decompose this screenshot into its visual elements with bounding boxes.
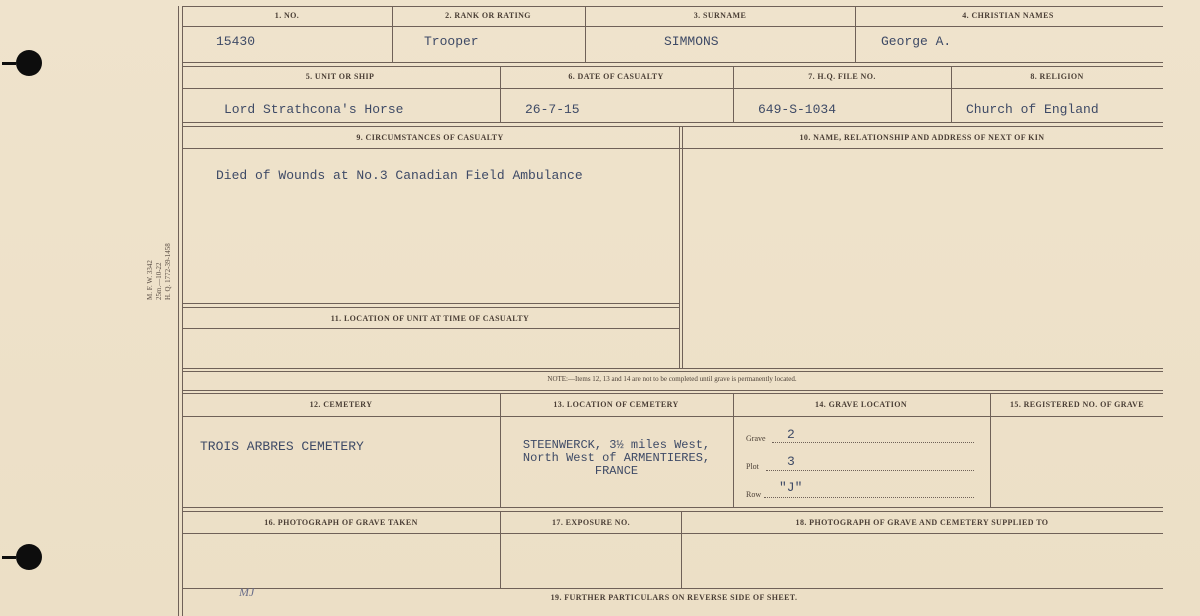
header-date: 6. DATE OF CASUALTY (568, 72, 664, 81)
rule (182, 26, 1163, 27)
rule (182, 393, 1163, 394)
rule (182, 511, 1163, 512)
rule (182, 126, 1163, 127)
rule (392, 6, 393, 62)
punch-hole-top-tab (2, 62, 16, 65)
header-exposure: 17. EXPOSURE NO. (552, 518, 630, 527)
rule (182, 416, 1163, 417)
christian-names-value: George A. (881, 34, 952, 49)
header-no: 1. NO. (274, 11, 300, 20)
rule (182, 122, 1163, 123)
form-code (146, 243, 173, 300)
header-surname: 3. SURNAME (693, 11, 747, 20)
rule (500, 511, 501, 588)
rule (733, 66, 734, 122)
plot-value: 3 (787, 454, 795, 469)
cemetery-location-line-1: STEENWERCK, 3½ miles West, (522, 438, 711, 452)
rule (585, 6, 586, 62)
cemetery-location-line-2: North West of ARMENTIERES, (522, 451, 711, 465)
header-christian-names: 4. CHRISTIAN NAMES (962, 11, 1054, 20)
rule (182, 307, 679, 308)
rule (681, 511, 682, 588)
header-grave-location: 14. GRAVE LOCATION (814, 400, 908, 409)
hq-file-value: 649-S-1034 (758, 102, 837, 117)
grave-label: Grave (746, 434, 766, 443)
punch-hole-bottom-tab (2, 556, 16, 559)
rule (182, 588, 1163, 589)
row-label: Row (746, 490, 762, 499)
clerk-initials: MJ (239, 585, 255, 599)
header-unit: 5. UNIT OR SHIP (305, 72, 375, 81)
header-hq-file: 7. H.Q. FILE NO. (808, 72, 876, 81)
further-particulars: 19. FURTHER PARTICULARS ON REVERSE SIDE OF SHEET. (550, 593, 798, 602)
header-circumstances: 9. CIRCUMSTANCES OF CASUALTY (356, 133, 504, 142)
rule (182, 533, 1163, 534)
plot-label: Plot (746, 462, 759, 471)
row-value: "J" (779, 480, 803, 495)
header-photo-supplied: 18. PHOTOGRAPH OF GRAVE AND CEMETERY SUPPLIED TO (795, 518, 1049, 527)
rule (990, 393, 991, 507)
circumstances-value: Died of Wounds at No.3 Canadian Field Ambulance (216, 168, 583, 183)
form-code-line-3: H. Q. 1772-39-1458 (164, 243, 172, 300)
rule (682, 126, 683, 368)
cemetery-location-line-3: FRANCE (594, 464, 639, 478)
rule (182, 62, 1163, 63)
rule (182, 148, 1163, 149)
grave-dotted-line (772, 442, 974, 443)
rule (182, 390, 1163, 391)
surname-value: SIMMONS (664, 34, 719, 49)
rule (182, 6, 1163, 7)
religion-value: Church of England (966, 102, 1099, 117)
rule (951, 66, 952, 122)
header-cemetery: 12. CEMETERY (309, 400, 373, 409)
cemetery-location-value (500, 439, 733, 478)
rule (182, 66, 1163, 67)
left-border (178, 6, 179, 616)
row-dotted-line (764, 497, 974, 498)
note-text: NOTE:—Items 12, 13 and 14 are not to be completed until grave is permanently located. (547, 375, 797, 383)
rule (182, 88, 1163, 89)
punch-hole-top (16, 50, 42, 76)
rule (679, 126, 680, 368)
left-border-inner (182, 6, 183, 616)
date-value: 26-7-15 (525, 102, 580, 117)
header-religion: 8. RELIGION (1030, 72, 1084, 81)
rule (855, 6, 856, 62)
rule (182, 368, 1163, 369)
header-next-of-kin: 10. NAME, RELATIONSHIP AND ADDRESS OF NEXT OF KIN (799, 133, 1045, 142)
header-registered-no: 15. REGISTERED NO. OF GRAVE (1010, 400, 1144, 409)
header-location-of-unit: 11. LOCATION OF UNIT AT TIME OF CASUALTY (330, 314, 530, 323)
header-rank: 2. RANK OR RATING (445, 11, 531, 20)
unit-value: Lord Strathcona's Horse (224, 102, 404, 117)
rule (182, 303, 679, 304)
header-cemetery-location: 13. LOCATION OF CEMETERY (553, 400, 679, 409)
form-code-line-2: 25m.—10-22 (155, 262, 163, 300)
grave-value: 2 (787, 427, 795, 442)
rule (182, 507, 1163, 508)
punch-hole-bottom (16, 544, 42, 570)
header-photo-taken: 16. PHOTOGRAPH OF GRAVE TAKEN (264, 518, 418, 527)
service-number: 15430 (216, 34, 256, 49)
rule (182, 371, 1163, 372)
rule (182, 328, 679, 329)
plot-dotted-line (766, 470, 974, 471)
rule (500, 66, 501, 122)
rank-value: Trooper (424, 34, 479, 49)
cemetery-value: TROIS ARBRES CEMETERY (200, 439, 364, 454)
form-code-line-1: M. F. W. 3342 (146, 260, 154, 300)
rule (733, 393, 734, 507)
